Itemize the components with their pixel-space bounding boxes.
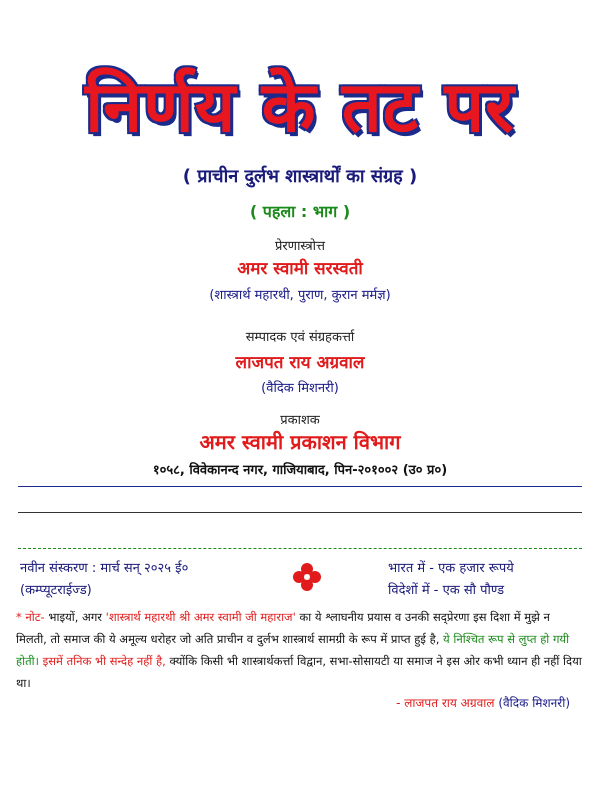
editor-desc: (वैदिक मिशनरी) [261, 381, 339, 396]
price-india: भारत में - एक हजार रूपये [388, 561, 514, 576]
publisher-name: अमर स्वामी प्रकाशन विभाग [199, 430, 401, 454]
divider-line [18, 548, 582, 549]
editor-name: लाजपत राय अग्रवाल [235, 353, 365, 373]
note-paragraph: * नोट- भाइयों, अगर 'शास्त्रार्थ महारथी श्री अमर स्वामी जी महाराज' का ये श्लाघनीय प्रयास व उनकी सद्प्रेरणा इस दिशा में मुझे न मिलती, तो समाज की ये अमूल्य धरोहर जो अति प्राचीन व दुर्लभ शास्त्रार्थ सामग्री के रूप में प्राप्त हुई है, ये निश्चित रूप से लुप्त हो गयी होती। इसमें तनिक भी सन्देह नहीं है, क्योंकि किसी भी शास्त्रार्थकर्त्ता विद्वान, सभा-सोसायटी या समाज ने इस ओर कभी ध्यान ही नहीं दिया था। [16, 610, 582, 690]
publisher-address: १०५८, विवेकानन्द नगर, गाजियाबाद, पिन-२०१००२ (उ० प्र०) [152, 463, 448, 478]
inspiration-label: प्रेरणास्त्रोत्त [274, 239, 326, 254]
signature [396, 694, 570, 711]
edition-info: नवीन संस्करण : मार्च सन् २०२५ ई० [20, 561, 189, 576]
price-abroad: विदेशों में - एक सौ पौण्ड [388, 583, 505, 598]
book-title: निर्णय के तट पर [85, 66, 515, 148]
publisher-label: प्रकाशक [280, 413, 320, 428]
note-highlight-green: ये निश्चित रूप से लुप्त हो गयी होती। [16, 632, 570, 668]
flower-ornament-icon [292, 562, 322, 592]
divider-line [18, 486, 582, 487]
edition-type: (कम्प्यूटराईज्ड) [20, 583, 92, 598]
book-subtitle: ( प्राचीन दुर्लभ शास्त्रार्थों का संग्रह ) [182, 166, 418, 187]
signature-name: - लाजपत राय अग्रवाल [396, 696, 495, 710]
inspiration-desc: (शास्त्रार्थ महारथी, पुराण, कुरान मर्मज्ञ) [209, 288, 391, 303]
note-highlight-red: इसमें तनिक भी सन्देह नहीं है, [38, 654, 166, 668]
note-highlight: 'शास्त्रार्थ महारथी श्री अमर स्वामी जी महाराज' [105, 610, 296, 624]
editor-label: सम्पादक एवं संग्रहकर्त्ता [245, 330, 355, 345]
inspiration-name: अमर स्वामी सरस्वती [237, 259, 363, 279]
part-label: ( पहला : भाग ) [249, 202, 351, 221]
note-marker: * नोट- [16, 610, 49, 624]
signature-title: (वैदिक मिशनरी) [498, 696, 570, 710]
divider-line [18, 512, 582, 513]
